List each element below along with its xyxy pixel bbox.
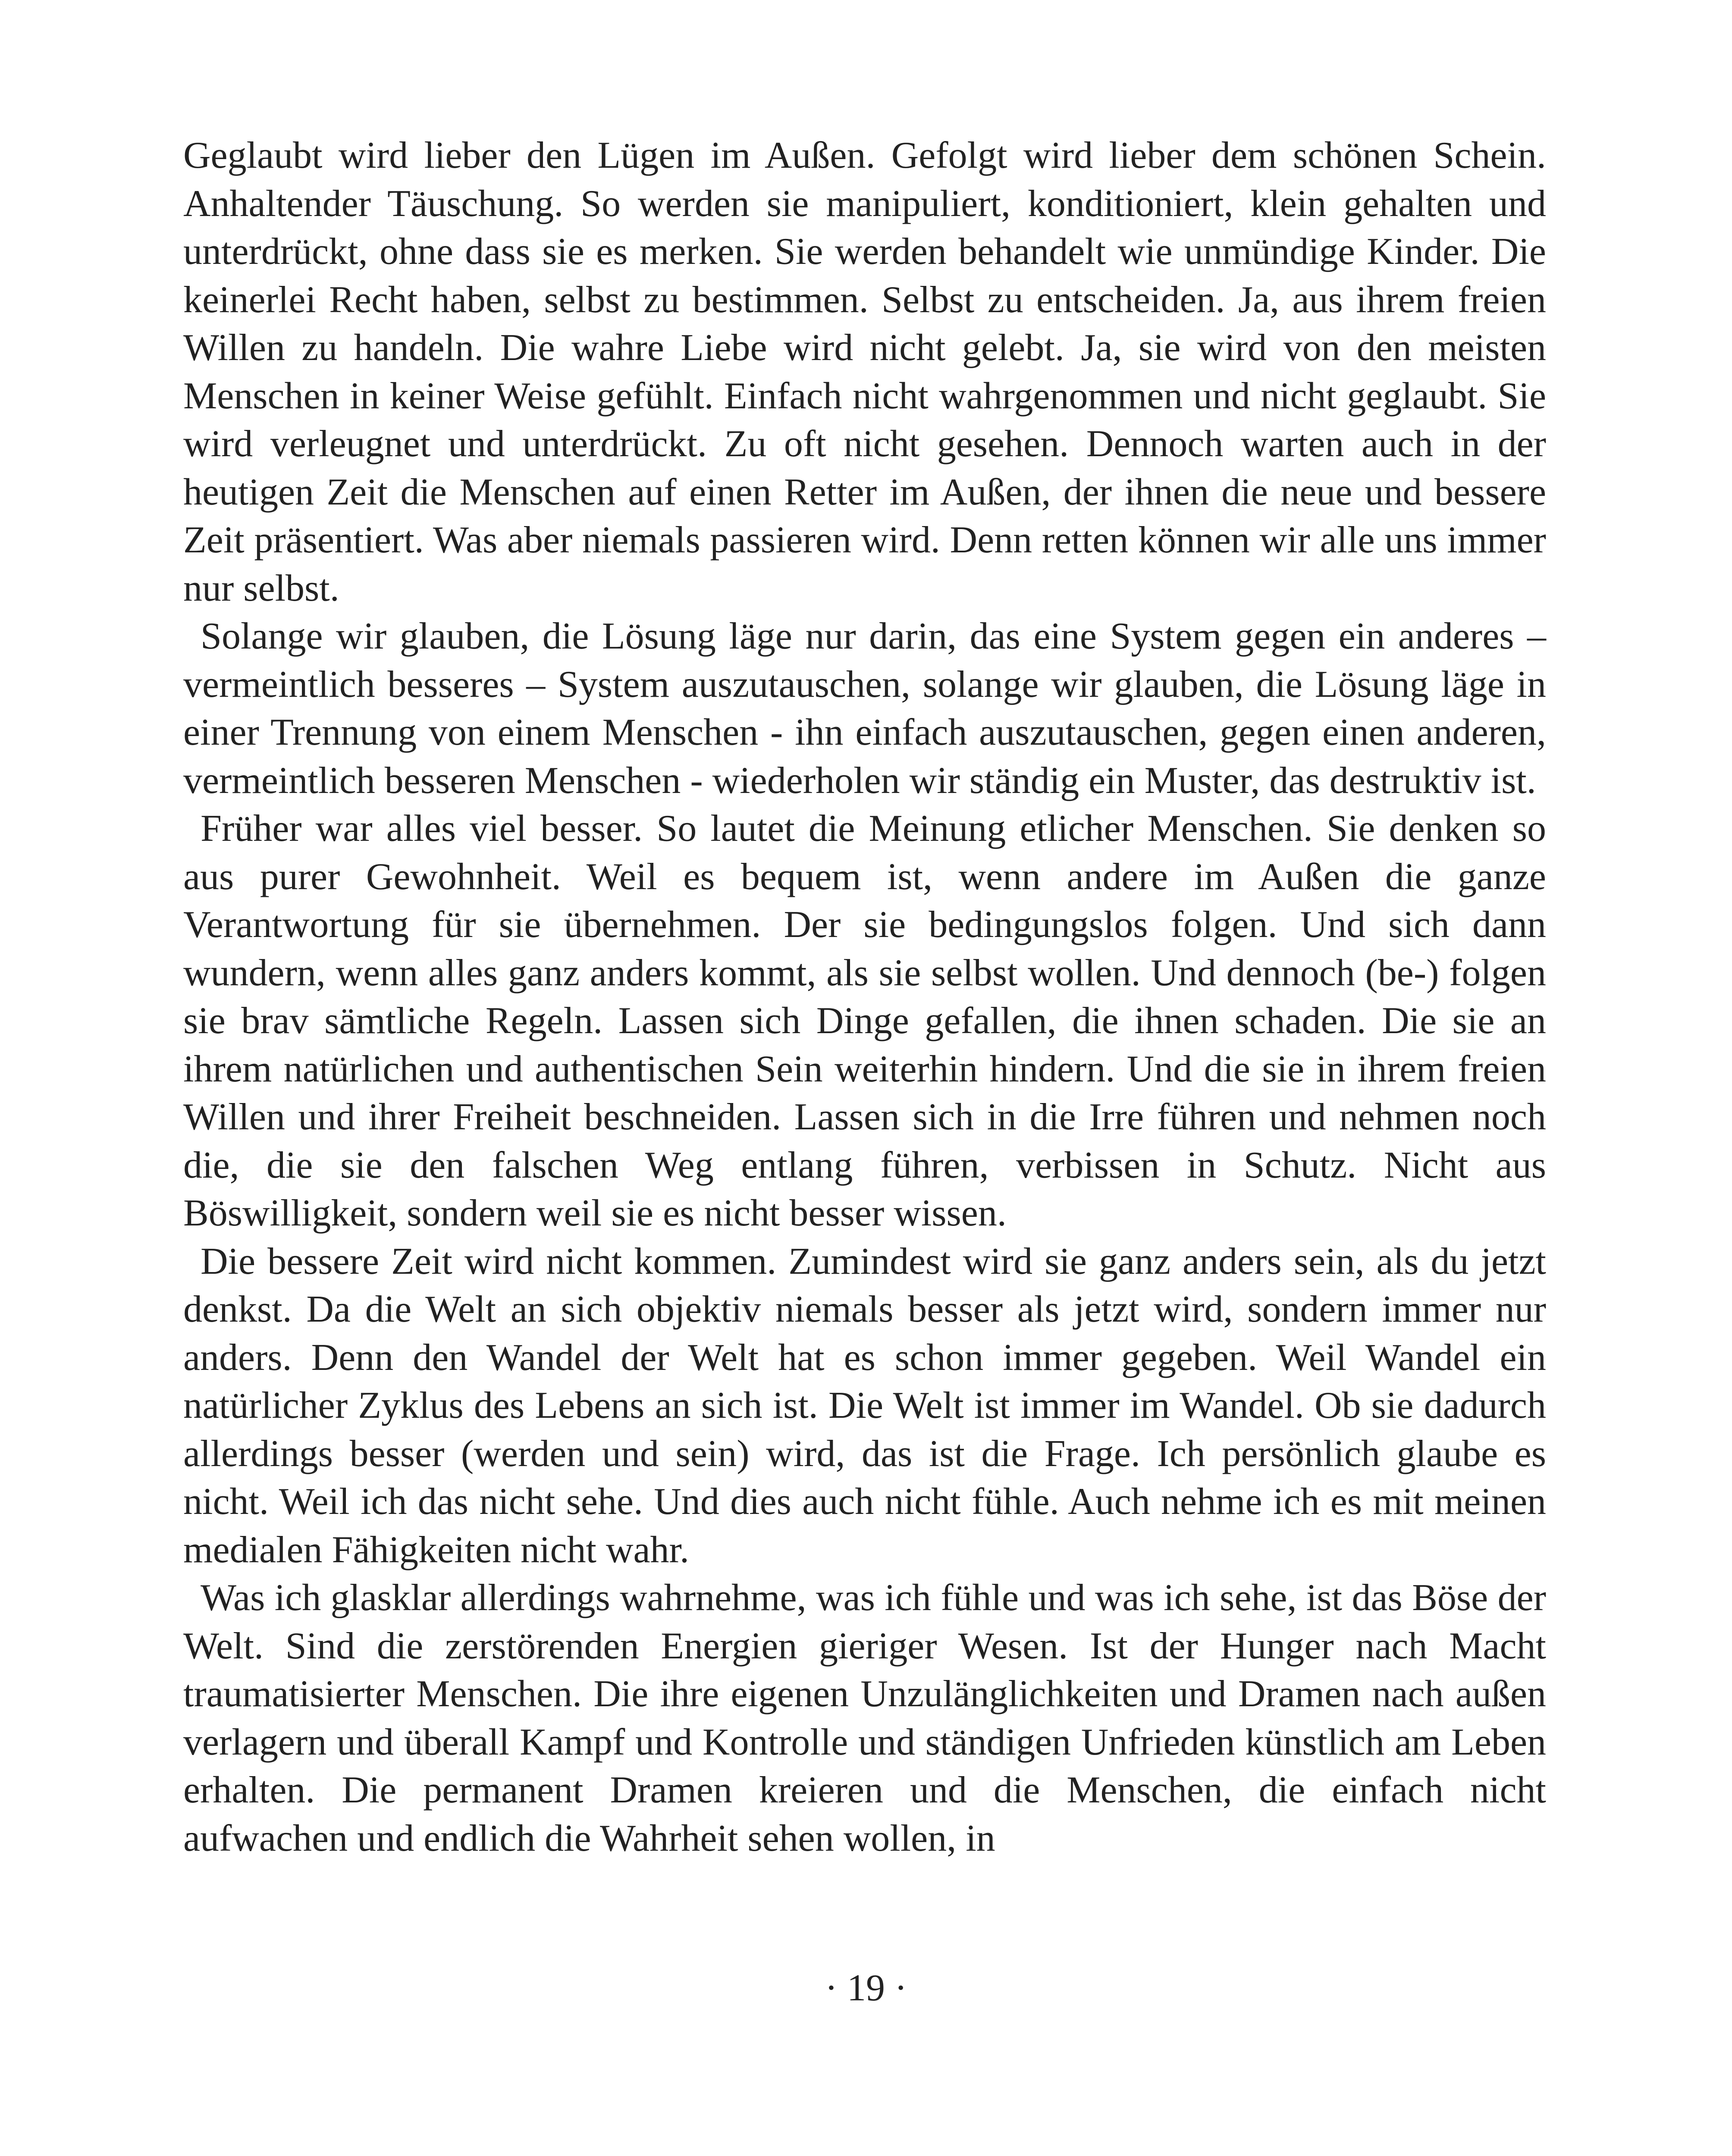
paragraph-2: Solange wir glauben, die Lösung läge nur darin, das eine System gegen ein anderes – vermeintlich besseres – System auszutauschen, solange wir glauben, die Lösung läge in einer Trennung von einem Menschen - ihn einfach auszutauschen, gegen einen anderen, vermeintlich besseren Menschen - wiederholen wir ständig ein Muster, das destruktiv ist.	[183, 615, 1546, 802]
body-text	[183, 132, 1546, 1862]
paragraph-5: Was ich glasklar allerdings wahrnehme, was ich fühle und was ich sehe, ist das Böse der Welt. Sind die zerstörenden Energien gieriger Wesen. Ist der Hunger nach Macht traumatisierter Menschen. Die ihre eigenen Unzulänglichkeiten und Dramen nach außen verlagern und überall Kampf und Kontrolle und ständigen Unfrieden künstlich am Leben erhalten. Die permanent Dramen kreieren und die Menschen, die einfach nicht aufwachen und endlich die Wahrheit sehen wollen, in	[183, 1577, 1546, 1859]
paragraph-1: Geglaubt wird lieber den Lügen im Außen. Gefolgt wird lieber dem schönen Schein. Anhaltender Täuschung. So werden sie manipuliert, konditioniert, klein gehalten und unterdrückt, ohne dass sie es merken. Sie werden behandelt wie unmündige Kinder. Die keinerlei Recht haben, selbst zu bestimmen. Selbst zu entscheiden. Ja, aus ihrem freien Willen zu handeln. Die wahre Liebe wird nicht gelebt. Ja, sie wird von den meisten Menschen in keiner Weise gefühlt. Einfach nicht wahrgenommen und nicht geglaubt. Sie wird verleugnet und unterdrückt. Zu oft nicht gesehen. Dennoch warten auch in der heutigen Zeit die Menschen auf einen Retter im Außen, der ihnen die neue und bessere Zeit präsentiert. Was aber niemals passieren wird. Denn retten können wir alle uns immer nur selbst.	[183, 135, 1546, 609]
paragraph-4: Die bessere Zeit wird nicht kommen. Zumindest wird sie ganz anders sein, als du jetzt denkst. Da die Welt an sich objektiv niemals besser als jetzt wird, sondern immer nur anders. Denn den Wandel der Welt hat es schon immer gegeben. Weil Wandel ein natürlicher Zyklus des Lebens an sich ist. Die Welt ist immer im Wandel. Ob sie dadurch allerdings besser (werden und sein) wird, das ist die Frage. Ich persönlich glaube es nicht. Weil ich das nicht sehe. Und dies auch nicht fühle. Auch nehme ich es mit meinen medialen Fähigkeiten nicht wahr.	[183, 1240, 1546, 1571]
paragraph-3: Früher war alles viel besser. So lautet die Meinung etlicher Menschen. Sie denken so aus purer Gewohnheit. Weil es bequem ist, wenn andere im Außen die ganze Verantwortung für sie übernehmen. Der sie bedingungslos folgen. Und sich dann wundern, wenn alles ganz anders kommt, als sie selbst wollen. Und dennoch (be-) folgen sie brav sämtliche Regeln. Lassen sich Dinge gefallen, die ihnen schaden. Die sie an ihrem natürlichen und authentischen Sein weiterhin hindern. Und die sie in ihrem freien Willen und ihrer Freiheit beschneiden. Lassen sich in die Irre führen und nehmen noch die, die sie den falschen Weg entlang führen, verbissen in Schutz. Nicht aus Böswilligkeit, sondern weil sie es nicht besser wissen.	[183, 808, 1546, 1234]
page-number: · 19 ·	[825, 1967, 907, 2009]
